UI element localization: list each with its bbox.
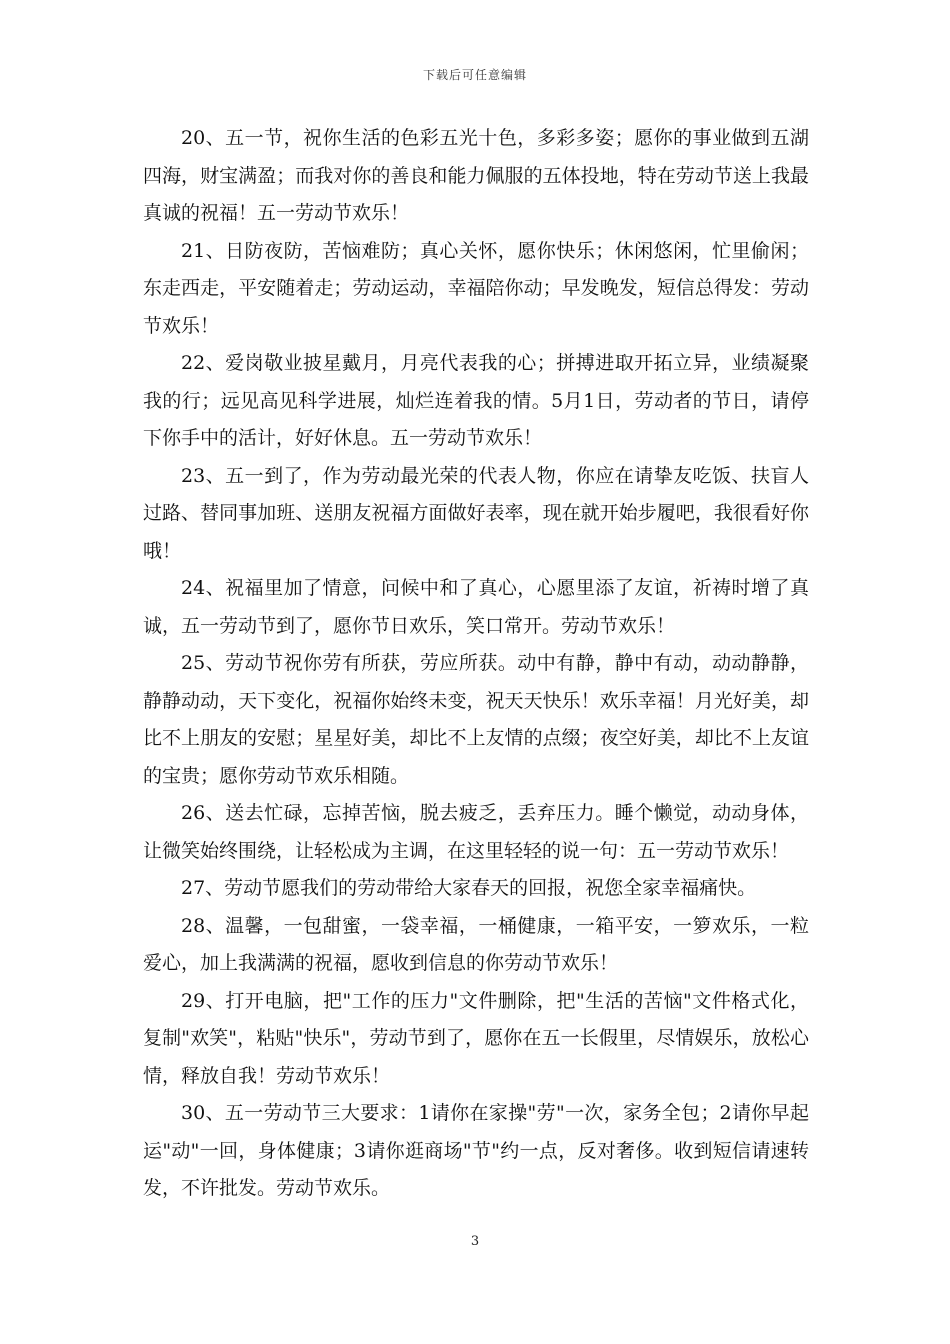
paragraph-26: 26、送去忙碌，忘掉苦恼，脱去疲乏，丢弃压力。睡个懒觉，动动身体，让微笑始终围绕，让轻松成为主调，在这里轻轻的说一句：五一劳动节欢乐！: [143, 802, 809, 862]
paragraph-30: 30、五一劳动节三大要求：1请你在家操"劳"一次，家务全包；2请你早起运"动"一回，身体健康；3请你逛商场"节"约一点，反对奢侈。收到短信请速转发，不许批发。劳动节欢乐。: [143, 1102, 809, 1199]
paragraph-23: 23、五一到了，作为劳动最光荣的代表人物，你应在请挚友吃饭、扶盲人过路、替同事加班、送朋友祝福方面做好表率，现在就开始步履吧，我很看好你哦！: [143, 464, 809, 562]
paragraph-22: 22、爱岗敬业披星戴月，月亮代表我的心；拼搏进取开拓立异，业绩凝聚我的行；远见高见科学进展，灿烂连着我的情。5月1日，劳动者的节日，请停下你手中的活计，好好休息。五一劳动节欢乐！: [143, 352, 809, 449]
paragraph-27: 27、劳动节愿我们的劳动带给大家春天的回报，祝您全家幸福痛快。: [181, 877, 757, 899]
paragraph-21: 21、日防夜防，苦恼难防；真心关怀，愿你快乐；休闲悠闲，忙里偷闲；东走西走，平安随着走；劳动运动，幸福陪你动；早发晚发，短信总得发：劳动节欢乐！: [143, 239, 809, 337]
paragraph-24: 24、祝福里加了情意，问候中和了真心，心愿里添了友谊，祈祷时增了真诚，五一劳动节到了，愿你节日欢乐，笑口常开。劳动节欢乐！: [143, 577, 809, 637]
document-body: [143, 120, 809, 1208]
paragraph-29: 29、打开电脑，把"工作的压力"文件删除，把"生活的苦恼"文件格式化，复制"欢笑"，粘贴"快乐"，劳动节到了，愿你在五一长假里，尽情娱乐，放松心情，释放自我！劳动节欢乐！: [143, 989, 809, 1087]
page-header: 下载后可任意编辑: [422, 68, 527, 82]
paragraph-25: 25、劳动节祝你劳有所获，劳应所获。动中有静，静中有动，动动静静，静静动动，天下变化，祝福你始终未变，祝天天快乐！欢乐幸福！月光好美，却比不上朋友的安慰；星星好美，却比不上友情的点缀；夜空好美，却比不上友谊的宝贵；愿你劳动节欢乐相随。: [143, 652, 809, 787]
page-number: 3: [470, 1234, 480, 1249]
paragraph-20: 20、五一节，祝你生活的色彩五光十色，多彩多姿；愿你的事业做到五湖四海，财宝满盈；而我对你的善良和能力佩服的五体投地，特在劳动节送上我最真诚的祝福！五一劳动节欢乐！: [143, 127, 809, 224]
paragraph-28: 28、温馨，一包甜蜜，一袋幸福，一桶健康，一箱平安，一箩欢乐，一粒爱心，加上我满满的祝福，愿收到信息的你劳动节欢乐！: [143, 914, 809, 974]
